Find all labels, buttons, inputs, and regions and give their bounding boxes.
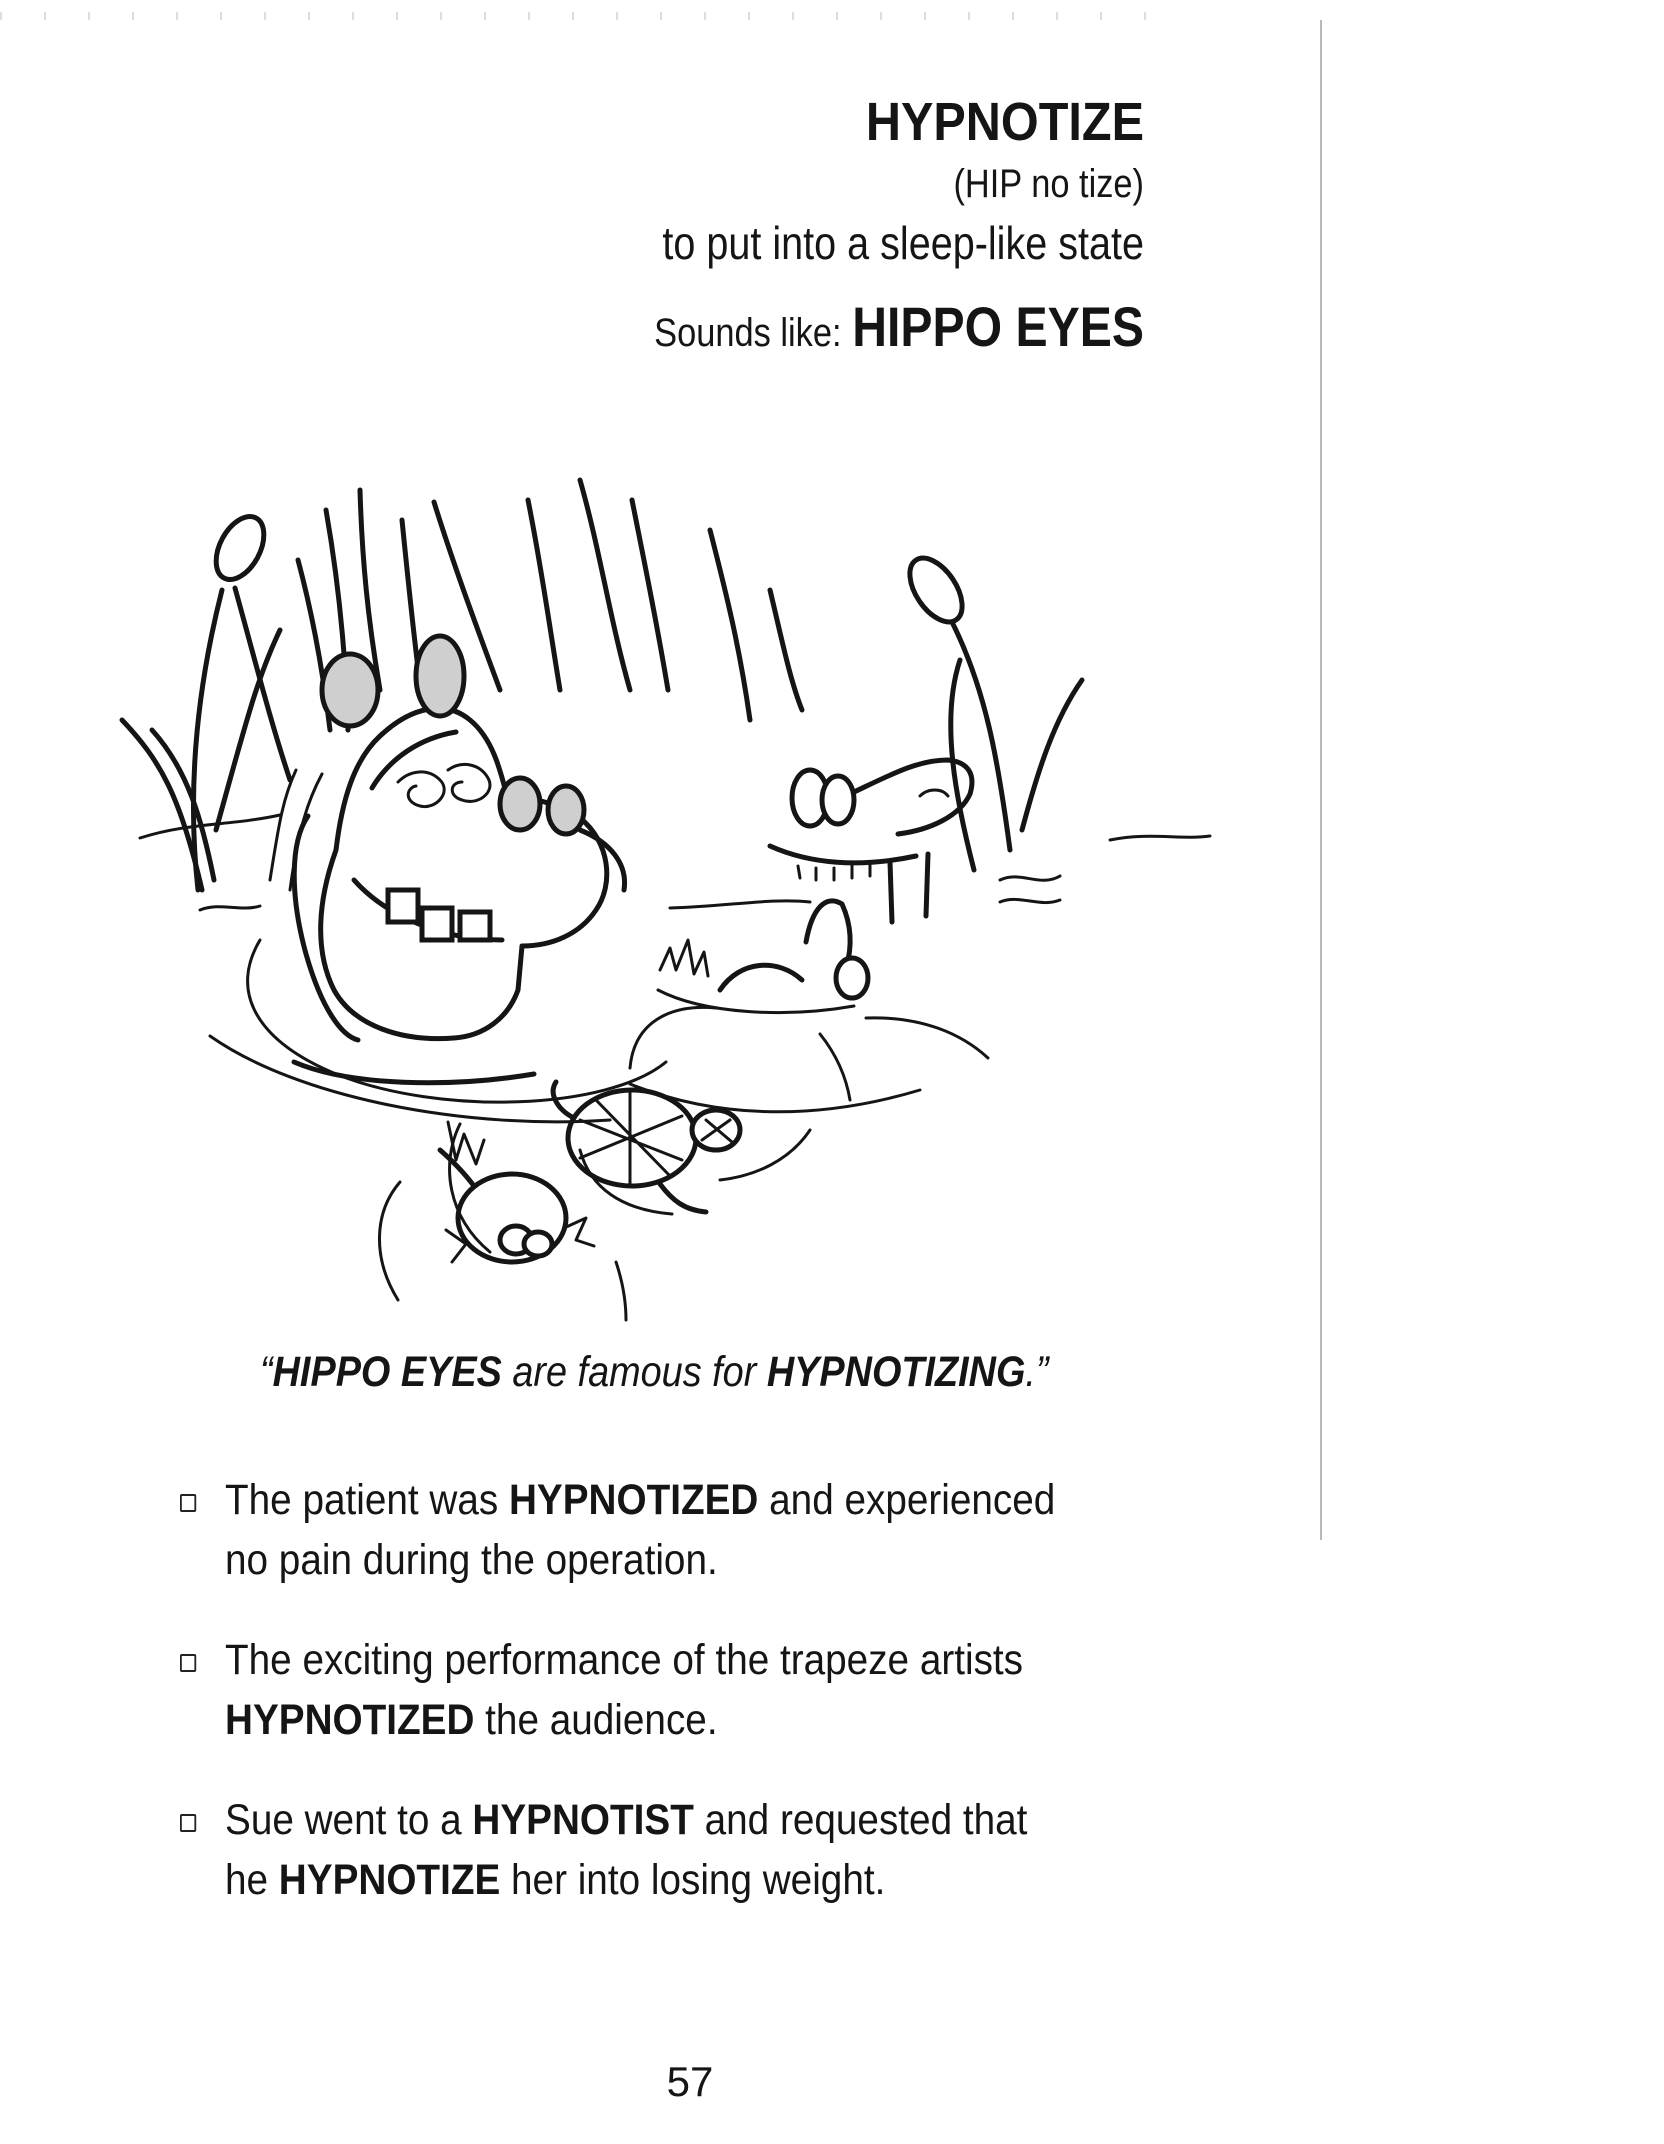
caption-middle: are famous for <box>501 1348 767 1396</box>
example-after: the audience. <box>474 1696 718 1744</box>
sounds-like-line <box>542 294 1144 359</box>
example-item <box>180 1630 1062 1750</box>
pronunciation: (HIP no tize) <box>953 162 1144 206</box>
example-middle: and requested that he <box>225 1796 1028 1904</box>
scan-speckle <box>0 12 1150 20</box>
example-item <box>180 1470 1062 1590</box>
sounds-like-word: HIPPO EYES <box>852 295 1144 358</box>
example-after: her into losing weight. <box>500 1856 886 1904</box>
sounds-like-label: Sounds like: <box>654 311 842 355</box>
example-keyword: HYPNOTIST <box>472 1796 694 1844</box>
checkbox-bullet-icon <box>180 1654 196 1672</box>
example-before: Sue went to a <box>225 1796 473 1844</box>
caption-close: .” <box>1025 1348 1049 1396</box>
checkbox-bullet-icon <box>180 1814 196 1832</box>
reed-icon <box>122 509 322 910</box>
page-number: 57 <box>666 2058 714 2105</box>
example-item <box>180 1790 1062 1910</box>
example-keyword: HYPNOTIZED <box>508 1476 759 1524</box>
turtle-icon <box>553 1082 740 1212</box>
definition: to put into a sleep-like state <box>662 217 1144 269</box>
mnemonic-caption <box>260 1345 1052 1399</box>
checkbox-bullet-icon <box>180 1494 196 1512</box>
caption-open-quote: “ <box>260 1348 273 1396</box>
example-before: The exciting performance of the trapeze artists <box>225 1636 1024 1684</box>
example-keyword: HYPNOTIZED <box>225 1696 475 1744</box>
reed-icon <box>899 549 1210 903</box>
hippo-icon <box>294 636 625 1083</box>
caption-keyword: HYPNOTIZING <box>766 1348 1026 1396</box>
example-before: The patient was <box>225 1476 509 1524</box>
example-list <box>180 1470 1160 1950</box>
entry-header <box>444 92 1144 359</box>
hippo-pond-illustration <box>110 470 1220 1330</box>
headword: HYPNOTIZE <box>865 92 1144 152</box>
crocodile-icon <box>770 760 972 922</box>
frog-icon <box>658 901 868 1013</box>
caption-mnemonic: HIPPO EYES <box>272 1348 502 1396</box>
page-margin-rule <box>1320 20 1322 1540</box>
example-keyword-second: HYPNOTIZE <box>278 1856 501 1904</box>
example-after: and experienced no pain during the operation. <box>225 1476 1056 1584</box>
